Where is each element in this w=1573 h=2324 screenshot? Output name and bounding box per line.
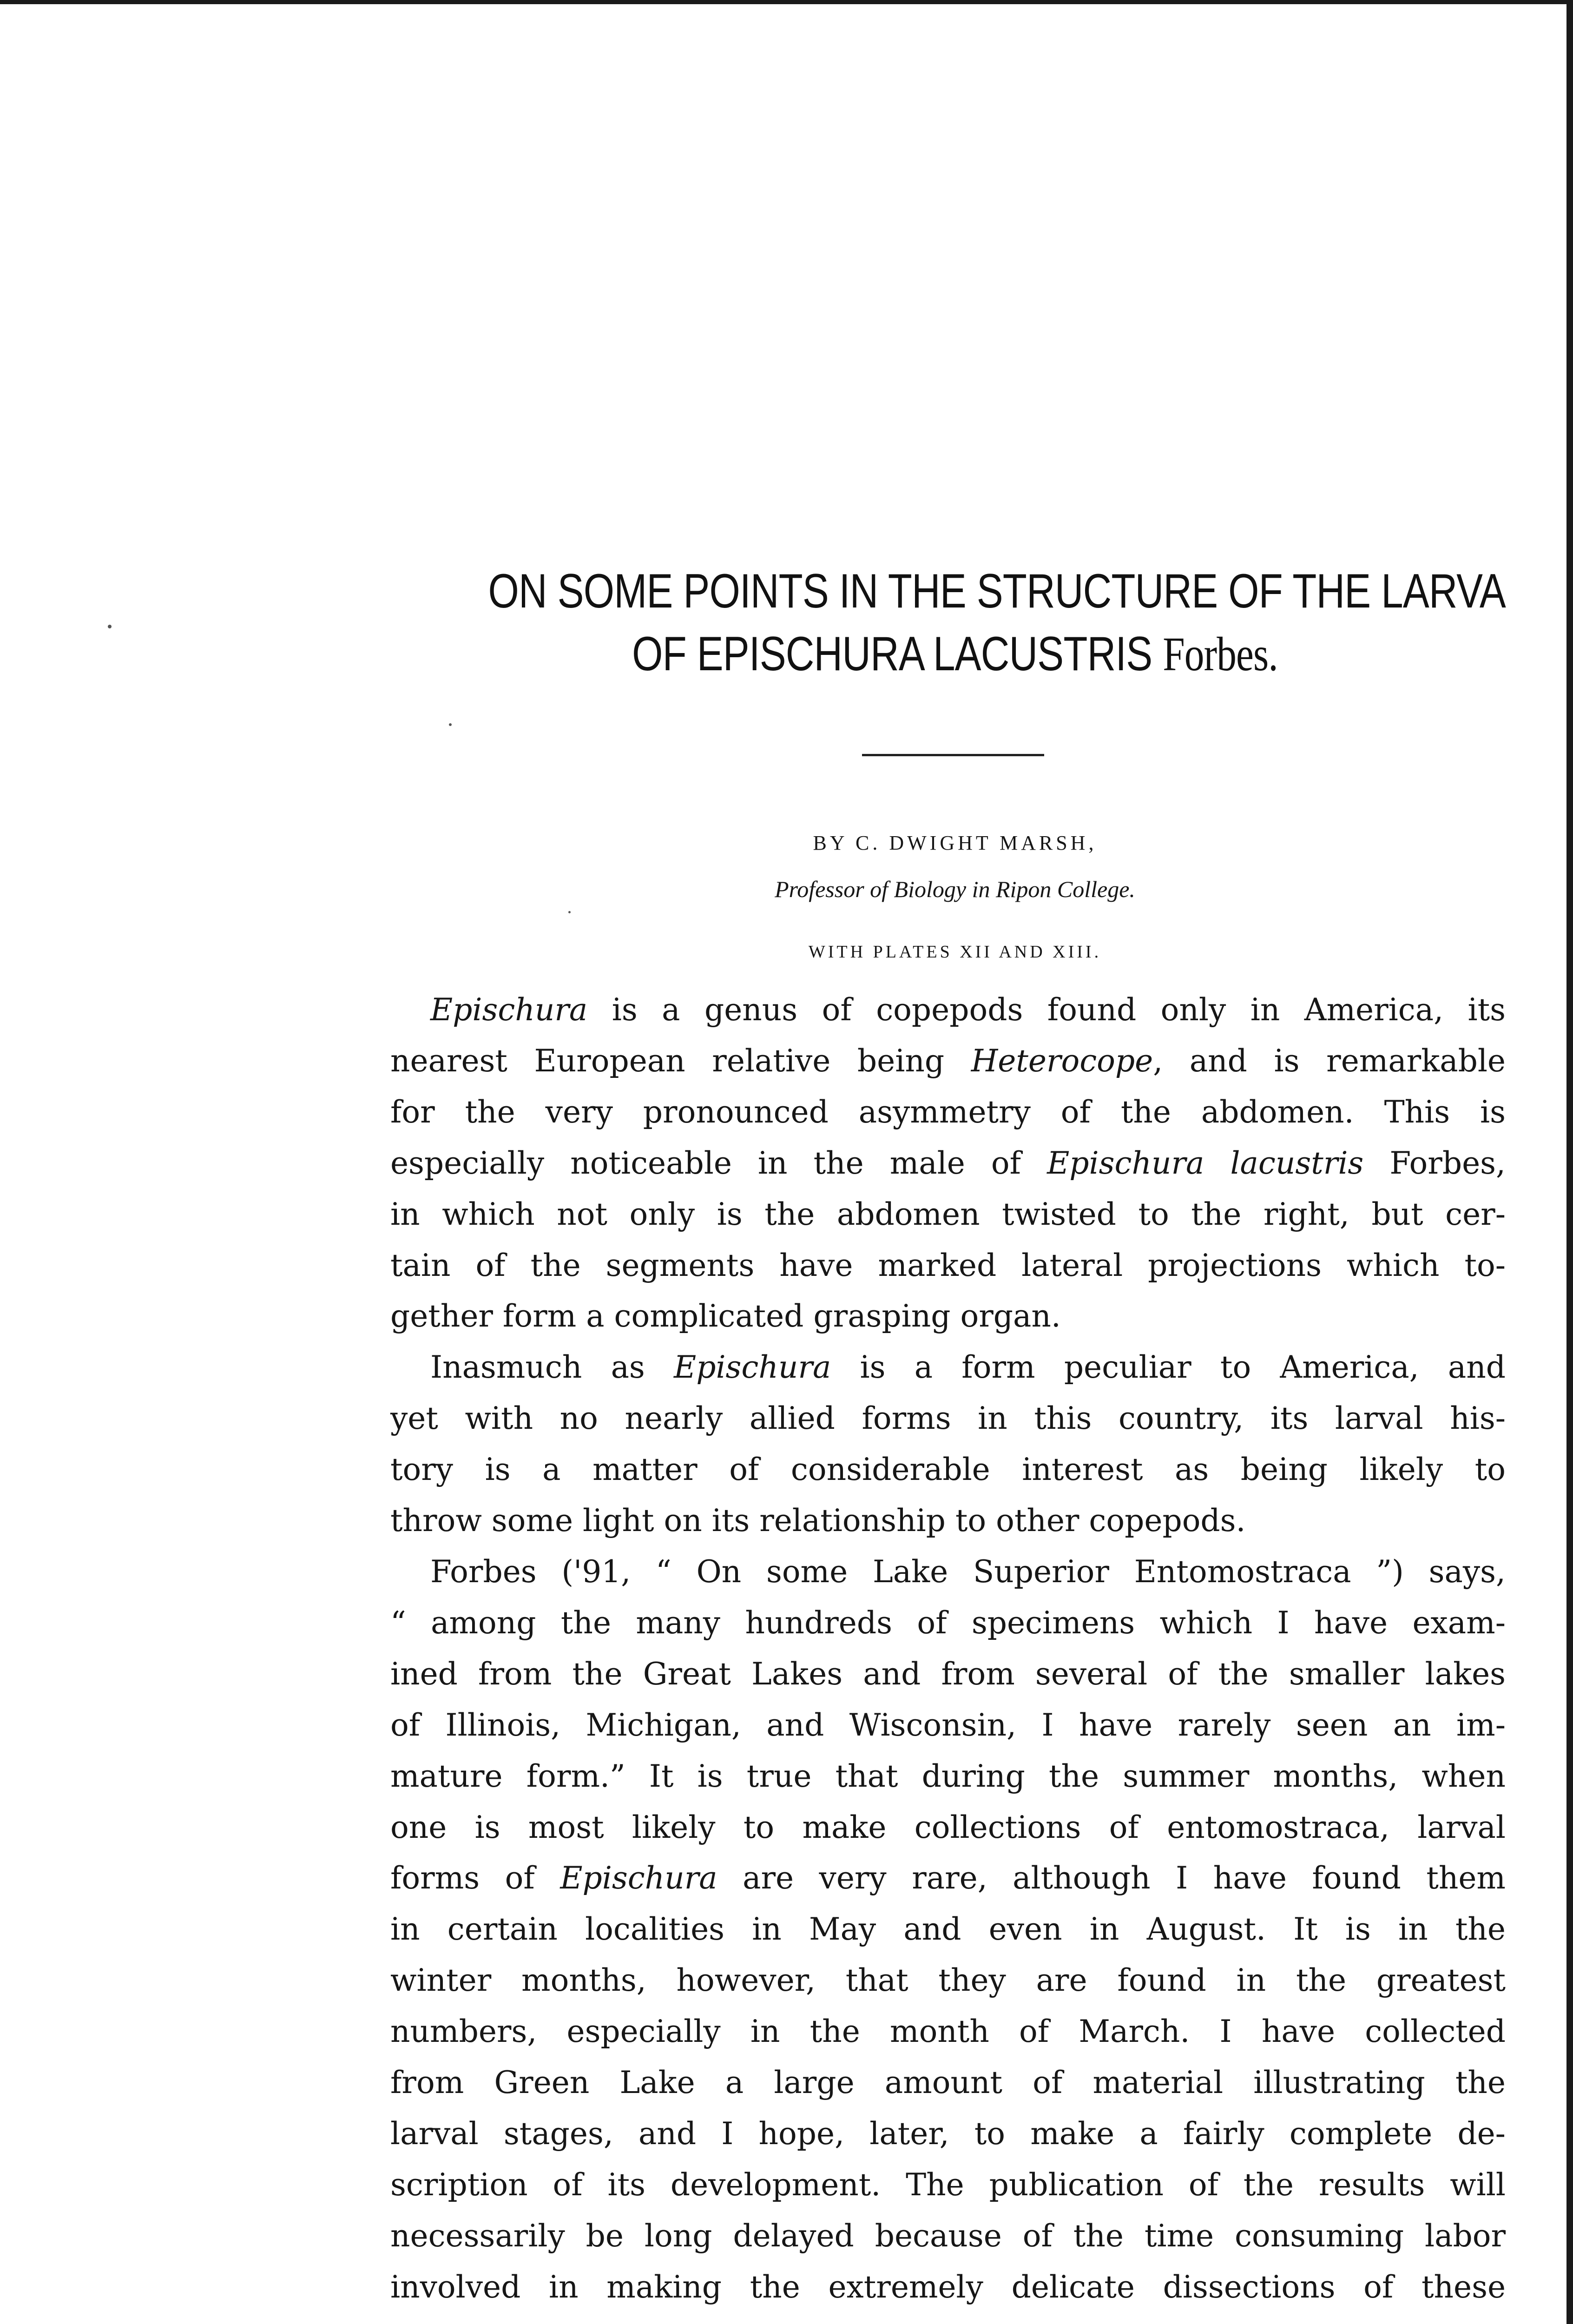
text-line: in certain localities in May and even in August. It is in the bbox=[390, 1911, 1506, 1948]
text-line: gether form a complicated grasping organ. bbox=[390, 1298, 1061, 1334]
scan-speck bbox=[449, 723, 452, 726]
author-byline: BY C. DWIGHT MARSH, bbox=[813, 832, 1097, 854]
text-line: Forbes ('91, “ On some Lake Superior Entomostraca ”) says, bbox=[430, 1553, 1506, 1590]
text-line: necessarily be long delayed because of the time consuming labor bbox=[390, 2218, 1506, 2254]
text-line: involved in making the extremely delicate dissections of these bbox=[390, 2269, 1506, 2305]
title-line-2 bbox=[488, 623, 1422, 686]
scan-edge-top bbox=[0, 0, 1573, 4]
title-rule bbox=[862, 754, 1044, 756]
text-line: Epischura is a genus of copepods found only in America, its bbox=[430, 992, 1506, 1028]
scan-speck bbox=[568, 911, 571, 913]
text-line: forms of Epischura are very rare, although I have found them bbox=[390, 1860, 1506, 1896]
title-line-2-author: Forbes. bbox=[1163, 627, 1278, 681]
paragraph-1 bbox=[390, 984, 1506, 1342]
paragraph-3 bbox=[390, 1546, 1506, 2313]
text-line: tain of the segments have marked lateral projections which to- bbox=[390, 1247, 1506, 1283]
title-line-2-main: OF EPISCHURA LACUSTRIS bbox=[632, 627, 1152, 681]
text-line: scription of its development. The publication of the results will bbox=[390, 2166, 1506, 2203]
text-line: one is most likely to make collections of entomostraca, larval bbox=[390, 1809, 1506, 1845]
article-body bbox=[390, 984, 1506, 2313]
paragraph-2 bbox=[390, 1342, 1506, 1546]
taxon-name: Epischura lacustris bbox=[1047, 1145, 1364, 1181]
text-line: yet with no nearly allied forms in this country, its larval his- bbox=[390, 1400, 1506, 1437]
scan-edge-right bbox=[1566, 0, 1573, 2324]
text-line: mature form.” It is true that during the summer months, when bbox=[390, 1758, 1506, 1794]
text-line: larval stages, and I hope, later, to make a fairly complete de- bbox=[390, 2115, 1506, 2152]
text-line: “ among the many hundreds of specimens which I have exam- bbox=[390, 1604, 1506, 1641]
article-title bbox=[488, 560, 1506, 686]
taxon-name: Epischura bbox=[430, 992, 588, 1028]
text-line: throw some light on its relationship to other copepods. bbox=[390, 1503, 1246, 1539]
text-line: for the very pronounced asymmetry of the abdomen. This is bbox=[390, 1094, 1506, 1130]
text-line: in which not only is the abdomen twisted to the right, but cer- bbox=[390, 1196, 1506, 1232]
scan-speck bbox=[108, 625, 112, 628]
taxon-name: Epischura bbox=[560, 1860, 717, 1896]
text-line: Inasmuch as Epischura is a form peculiar to America, and bbox=[430, 1349, 1506, 1386]
taxon-name: Epischura bbox=[674, 1349, 831, 1386]
author-affiliation: Professor of Biology in Ripon College. bbox=[775, 876, 1135, 902]
text-line: winter months, however, that they are found in the greatest bbox=[390, 1962, 1506, 1999]
text-line: ined from the Great Lakes and from several of the smaller lakes bbox=[390, 1656, 1506, 1692]
text-line: of Illinois, Michigan, and Wisconsin, I have rarely seen an im- bbox=[390, 1707, 1506, 1743]
text-line: nearest European relative being Heterocope, and is remarkable bbox=[390, 1043, 1506, 1079]
taxon-name: Heterocope bbox=[971, 1043, 1153, 1079]
text-line: especially noticeable in the male of Epischura lacustris Forbes, bbox=[390, 1145, 1506, 1181]
text-line: numbers, especially in the month of March. I have collected bbox=[390, 2014, 1506, 2050]
plates-note: WITH PLATES XII AND XIII. bbox=[808, 942, 1102, 962]
text-line: from Green Lake a large amount of material illustrating the bbox=[390, 2065, 1506, 2101]
title-line-1: ON SOME POINTS IN THE STRUCTURE OF THE LARVA bbox=[488, 564, 1506, 618]
text-line: tory is a matter of considerable interest as being likely to bbox=[390, 1452, 1506, 1488]
